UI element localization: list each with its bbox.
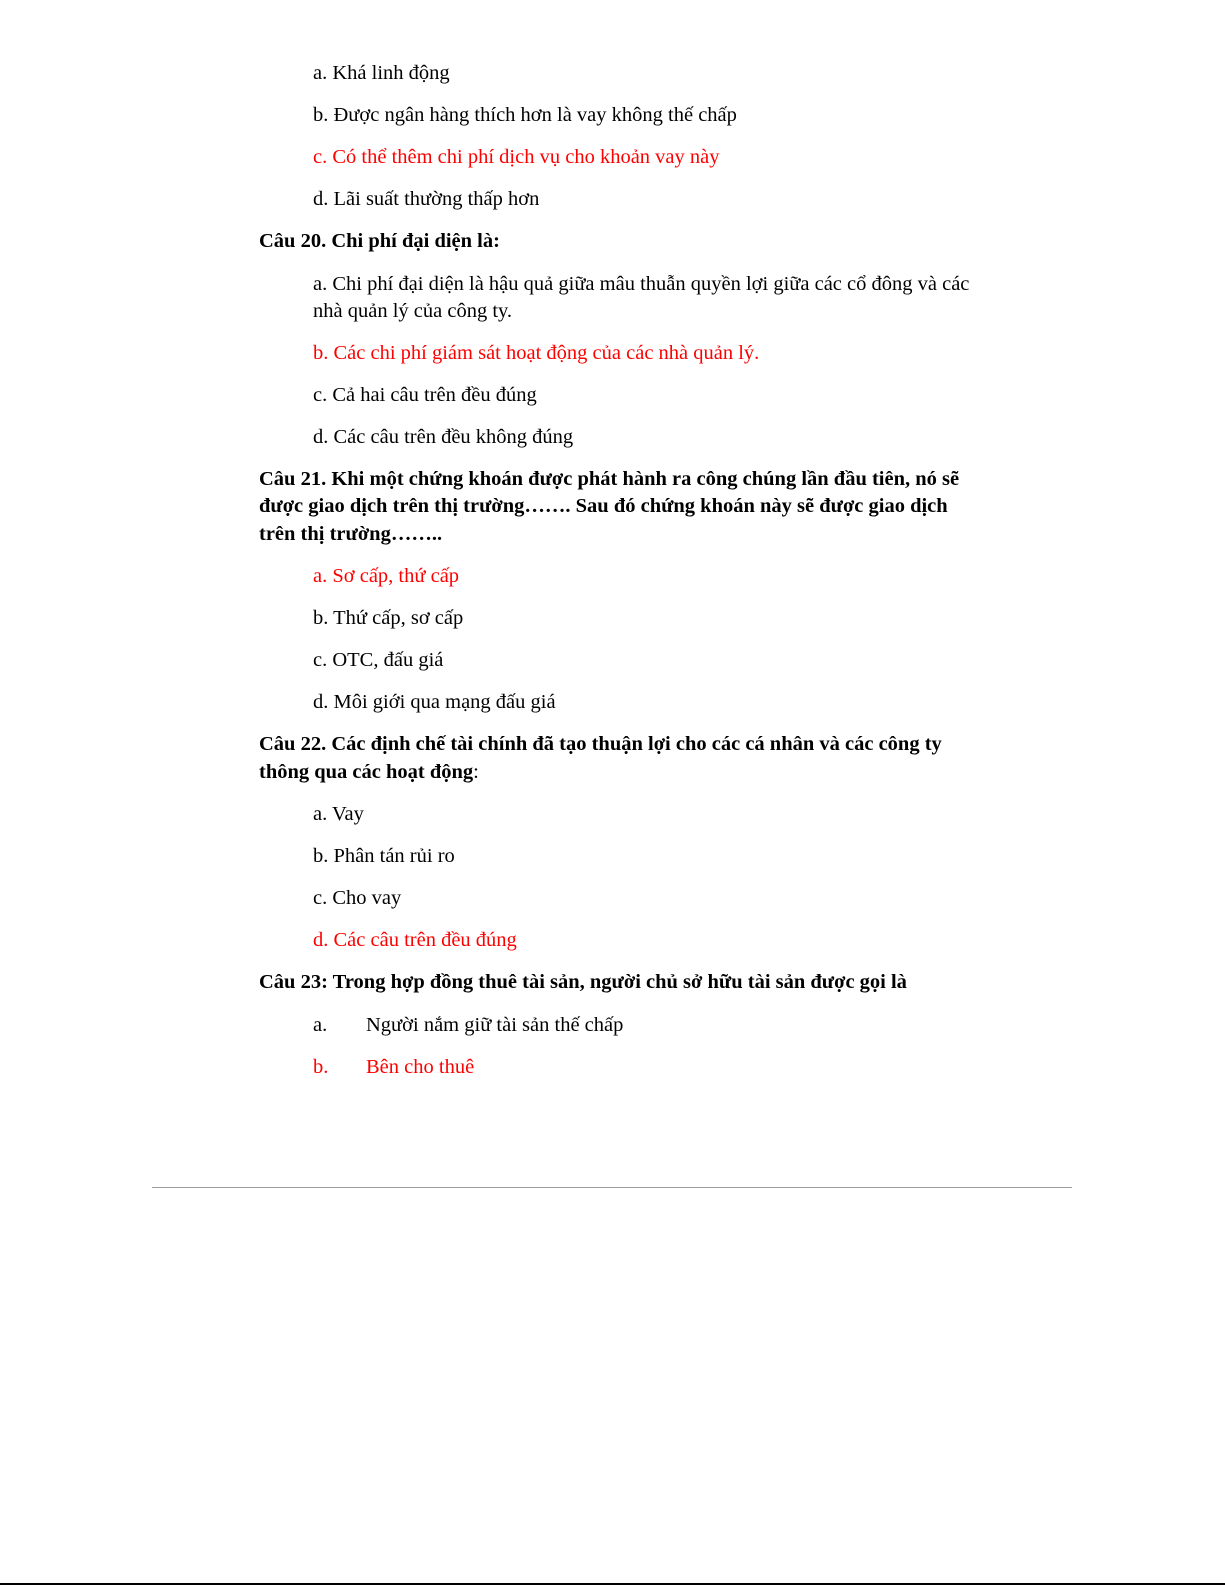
- q21-option-c: c. OTC, đấu giá: [313, 649, 444, 671]
- question-22-title-colon: :: [473, 760, 479, 783]
- question-content: [259, 60, 989, 1096]
- q23-option-a-text: Người nắm giữ tài sản thế chấp: [366, 1013, 624, 1036]
- q21-option-a-correct: a. Sơ cấp, thứ cấp: [313, 565, 460, 587]
- question-22-title: [259, 731, 989, 786]
- prev-option-b: b. Được ngân hàng thích hơn là vay không thế chấp: [313, 104, 737, 126]
- question-20-title: Câu 20. Chi phí đại diện là:: [259, 230, 500, 252]
- question-23-title: Câu 23: Trong hợp đồng thuê tài sản, người chủ sở hữu tài sản được gọi là: [259, 971, 907, 993]
- q21-option-b: b. Thứ cấp, sơ cấp: [313, 607, 464, 629]
- q23-option-b-letter: b.: [313, 1055, 329, 1078]
- question-22-title-text: Câu 22. Các định chế tài chính đã tạo thuận lợi cho các cá nhân và các công ty thông qua các hoạt động: [259, 733, 942, 783]
- q22-option-d-correct: d. Các câu trên đều đúng: [313, 929, 517, 951]
- q23-option-a-letter: a.: [313, 1013, 328, 1036]
- q20-option-b-correct: b. Các chi phí giám sát hoạt động của các nhà quản lý.: [313, 341, 760, 364]
- q23-option-a: [313, 1012, 989, 1039]
- q22-option-b: b. Phân tán rủi ro: [313, 845, 455, 867]
- q23-option-b-correct: [313, 1054, 989, 1081]
- q20-option-c: c. Cả hai câu trên đều đúng: [313, 383, 537, 406]
- q20-option-a: a. Chi phí đại diện là hậu quả giữa mâu thuẫn quyền lợi giữa các cổ đông và các nhà quản lý của công ty.: [313, 272, 970, 322]
- prev-option-a: a. Khá linh động: [313, 62, 450, 84]
- q22-option-c: c. Cho vay: [313, 887, 402, 909]
- prev-option-c-correct: c. Có thể thêm chi phí dịch vụ cho khoản vay này: [313, 146, 720, 168]
- question-21-title: Câu 21. Khi một chứng khoán được phát hành ra công chúng lần đầu tiên, nó sẽ được giao dịch trên thị trường……. Sau đó chứng khoán này sẽ được giao dịch trên thị trường……..: [259, 467, 960, 545]
- q23-option-b-text: Bên cho thuê: [366, 1055, 475, 1078]
- page-footer-divider: [152, 1187, 1072, 1188]
- prev-option-d: d. Lãi suất thường thấp hơn: [313, 188, 540, 210]
- q22-option-a: a. Vay: [313, 803, 364, 825]
- q21-option-d: d. Môi giới qua mạng đấu giá: [313, 691, 556, 713]
- q20-option-d: d. Các câu trên đều không đúng: [313, 425, 574, 448]
